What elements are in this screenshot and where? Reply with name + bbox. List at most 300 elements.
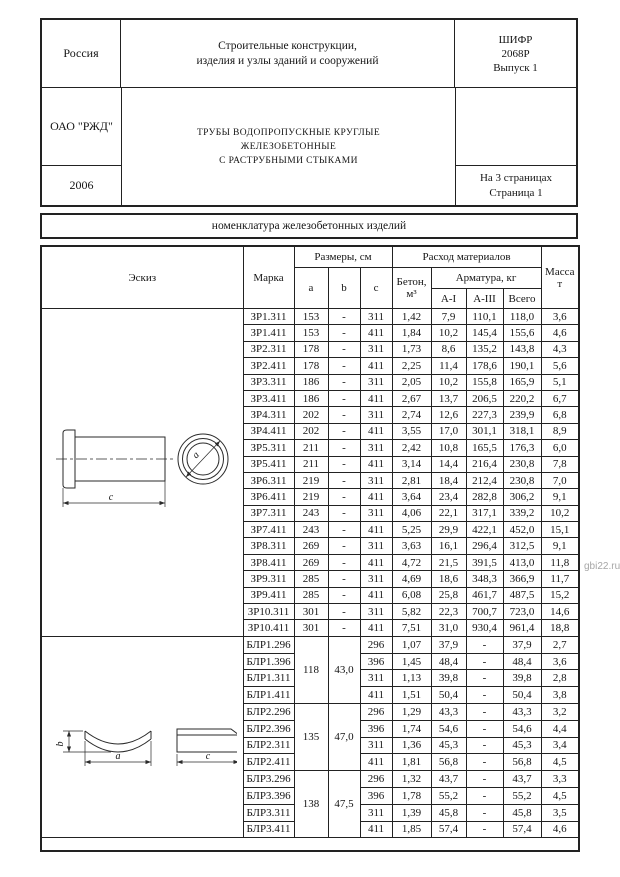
cell-concrete: 6,08 <box>392 587 431 603</box>
cell-aiii: 391,5 <box>466 554 503 570</box>
cell-total: 230,8 <box>503 472 541 488</box>
cell-a: 219 <box>294 489 328 505</box>
cell-mark: БЛР3.411 <box>243 821 294 838</box>
cell-mark: ЗР7.311 <box>243 505 294 521</box>
cell-mass: 10,2 <box>541 505 579 521</box>
cell-concrete: 5,82 <box>392 604 431 620</box>
cell-total: 318,1 <box>503 423 541 439</box>
cell-mark: БЛР2.396 <box>243 720 294 737</box>
col-header-c: c <box>360 268 392 309</box>
cell-ai: 57,4 <box>431 821 466 838</box>
country-label: Россия <box>42 20 121 87</box>
cell-b: 47,5 <box>328 771 360 838</box>
cell-c: 311 <box>360 341 392 357</box>
cell-c: 311 <box>360 505 392 521</box>
cell-mass: 3,8 <box>541 687 579 704</box>
cell-b: - <box>328 554 360 570</box>
mass-unit: т <box>557 277 563 290</box>
cell-aiii: 296,4 <box>466 538 503 554</box>
cell-aiii: - <box>466 720 503 737</box>
cell-c: 411 <box>360 390 392 406</box>
cell-mark: ЗР7.411 <box>243 522 294 538</box>
cell-ai: 8,6 <box>431 341 466 357</box>
cell-total: 45,8 <box>503 804 541 821</box>
cell-c: 411 <box>360 456 392 472</box>
cell-ai: 10,8 <box>431 440 466 456</box>
cell-ai: 14,4 <box>431 456 466 472</box>
cell-a: 301 <box>294 604 328 620</box>
col-header-aiii: А-III <box>466 289 503 309</box>
cell-a: 153 <box>294 325 328 341</box>
cell-concrete: 7,51 <box>392 620 431 636</box>
col-header-materials: Расход материалов <box>392 246 541 268</box>
cell-concrete: 2,25 <box>392 358 431 374</box>
section-title-band <box>40 213 578 239</box>
series-title-line2: изделия и узлы зданий и сооружений <box>196 54 379 67</box>
col-header-dimensions: Размеры, см <box>294 246 392 268</box>
cell-mark: ЗР1.411 <box>243 325 294 341</box>
cell-ai: 22,3 <box>431 604 466 620</box>
cell-a: 178 <box>294 341 328 357</box>
cell-concrete: 1,74 <box>392 720 431 737</box>
cell-b: - <box>328 440 360 456</box>
cell-b: - <box>328 489 360 505</box>
cell-mark: БЛР2.411 <box>243 754 294 771</box>
nomenclature-table <box>40 245 580 852</box>
cell-c: 411 <box>360 687 392 704</box>
cell-total: 339,2 <box>503 505 541 521</box>
cell-aiii: - <box>466 821 503 838</box>
cell-mark: ЗР10.311 <box>243 604 294 620</box>
cell-b: - <box>328 472 360 488</box>
empty-footer-row <box>41 838 579 852</box>
cell-a: 202 <box>294 423 328 439</box>
cell-ai: 25,8 <box>431 587 466 603</box>
sketch-blocks-cell <box>41 636 243 838</box>
cell-total: 55,2 <box>503 787 541 804</box>
nomenclature-table-wrap <box>40 245 580 852</box>
cell-mass: 11,8 <box>541 554 579 570</box>
cell-b: - <box>328 538 360 554</box>
cell-mass: 7,0 <box>541 472 579 488</box>
cell-ai: 10,2 <box>431 325 466 341</box>
cell-a: 153 <box>294 309 328 325</box>
cell-mark: ЗР9.311 <box>243 571 294 587</box>
cell-ai: 18,4 <box>431 472 466 488</box>
nomenclature-rows <box>41 309 579 838</box>
cell-mark: БЛР1.311 <box>243 670 294 687</box>
cell-c: 396 <box>360 720 392 737</box>
cell-mark: ЗР9.411 <box>243 587 294 603</box>
cell-c: 411 <box>360 587 392 603</box>
cell-c: 411 <box>360 754 392 771</box>
cell-b: - <box>328 423 360 439</box>
cell-ai: 22,1 <box>431 505 466 521</box>
cell-mass: 2,7 <box>541 636 579 653</box>
cell-concrete: 3,63 <box>392 538 431 554</box>
cell-aiii: 216,4 <box>466 456 503 472</box>
cell-mass: 5,6 <box>541 358 579 374</box>
cell-mark: БЛР1.396 <box>243 653 294 670</box>
cell-concrete: 2,74 <box>392 407 431 423</box>
cell-concrete: 1,29 <box>392 704 431 721</box>
cell-concrete: 1,78 <box>392 787 431 804</box>
series-title <box>121 20 455 87</box>
cell-total: 230,8 <box>503 456 541 472</box>
cell-total: 176,3 <box>503 440 541 456</box>
pipe-length-label: с <box>109 492 114 504</box>
cell-mark: ЗР10.411 <box>243 620 294 636</box>
cell-c: 396 <box>360 653 392 670</box>
cell-aiii: 206,5 <box>466 390 503 406</box>
cell-mass: 3,6 <box>541 653 579 670</box>
cell-total: 487,5 <box>503 587 541 603</box>
cell-aiii: 348,3 <box>466 571 503 587</box>
cell-total: 43,7 <box>503 771 541 788</box>
subject-line2: ЖЕЛЕЗОБЕТОННЫЕ <box>240 141 337 152</box>
cell-a: 269 <box>294 538 328 554</box>
cell-total: 239,9 <box>503 407 541 423</box>
cell-mass: 11,7 <box>541 571 579 587</box>
title-block <box>40 18 578 207</box>
cell-mass: 6,7 <box>541 390 579 406</box>
cell-total: 48,4 <box>503 653 541 670</box>
block-side-outline <box>177 729 237 752</box>
subject-line1: ТРУБЫ ВОДОПРОПУСКНЫЕ КРУГЛЫЕ <box>196 127 381 138</box>
cell-b: - <box>328 390 360 406</box>
cipher-number: 2068Р <box>501 47 530 60</box>
cell-aiii: - <box>466 687 503 704</box>
cell-c: 311 <box>360 670 392 687</box>
cell-ai: 7,9 <box>431 309 466 325</box>
cipher-label: ШИФР <box>498 33 533 46</box>
cell-ai: 50,4 <box>431 687 466 704</box>
cell-concrete: 5,25 <box>392 522 431 538</box>
concrete-unit: м³ <box>406 288 417 300</box>
cell-mass: 4,6 <box>541 325 579 341</box>
cell-concrete: 1,36 <box>392 737 431 754</box>
cell-concrete: 1,84 <box>392 325 431 341</box>
cell-aiii: 212,4 <box>466 472 503 488</box>
cell-concrete: 1,81 <box>392 754 431 771</box>
cell-ai: 17,0 <box>431 423 466 439</box>
cell-total: 306,2 <box>503 489 541 505</box>
block-length-label: с <box>206 751 211 763</box>
cell-ai: 21,5 <box>431 554 466 570</box>
cell-b: - <box>328 358 360 374</box>
table-row <box>41 309 579 325</box>
cell-a: 301 <box>294 620 328 636</box>
cell-aiii: 930,4 <box>466 620 503 636</box>
cell-aiii: - <box>466 704 503 721</box>
cell-total: 45,3 <box>503 737 541 754</box>
cell-total: 165,9 <box>503 374 541 390</box>
cell-concrete: 1,13 <box>392 670 431 687</box>
year-label: 2006 <box>69 178 94 192</box>
pages-total: На 3 страницах <box>479 171 553 184</box>
col-header-rebar: Арматура, кг <box>431 268 541 289</box>
table-footer <box>41 838 579 852</box>
col-header-b: b <box>328 268 360 309</box>
cell-total: 56,8 <box>503 754 541 771</box>
cell-c: 311 <box>360 440 392 456</box>
cell-aiii: - <box>466 636 503 653</box>
cell-aiii: 227,3 <box>466 407 503 423</box>
right-column <box>456 88 576 205</box>
cell-total: 57,4 <box>503 821 541 838</box>
cell-ai: 23,4 <box>431 489 466 505</box>
cell-aiii: 317,1 <box>466 505 503 521</box>
cell-mass: 2,8 <box>541 670 579 687</box>
cell-mass: 9,1 <box>541 489 579 505</box>
cell-c: 311 <box>360 309 392 325</box>
cell-total: 312,5 <box>503 538 541 554</box>
cell-concrete: 1,85 <box>392 821 431 838</box>
cell-aiii: 282,8 <box>466 489 503 505</box>
cell-mass: 15,1 <box>541 522 579 538</box>
cell-a: 118 <box>294 636 328 703</box>
cell-mark: БЛР3.296 <box>243 771 294 788</box>
cell-mass: 18,8 <box>541 620 579 636</box>
cell-ai: 55,2 <box>431 787 466 804</box>
cell-mark: БЛР1.296 <box>243 636 294 653</box>
cell-mass: 14,6 <box>541 604 579 620</box>
cell-c: 311 <box>360 407 392 423</box>
cell-b: - <box>328 309 360 325</box>
col-header-concrete <box>392 268 431 309</box>
cell-aiii: - <box>466 754 503 771</box>
cell-mark: БЛР3.311 <box>243 804 294 821</box>
cell-c: 311 <box>360 604 392 620</box>
cell-concrete: 1,32 <box>392 771 431 788</box>
cell-mass: 3,4 <box>541 737 579 754</box>
cell-ai: 39,8 <box>431 670 466 687</box>
cell-mark: ЗР2.311 <box>243 341 294 357</box>
cell-concrete: 4,69 <box>392 571 431 587</box>
cell-b: - <box>328 341 360 357</box>
cell-aiii: 165,5 <box>466 440 503 456</box>
cell-mark: ЗР6.311 <box>243 472 294 488</box>
table-row <box>41 636 579 653</box>
cell-ai: 31,0 <box>431 620 466 636</box>
col-header-mass <box>541 246 579 309</box>
cell-mark: БЛР3.396 <box>243 787 294 804</box>
cell-a: 243 <box>294 505 328 521</box>
cell-mass: 9,1 <box>541 538 579 554</box>
series-title-line1: Строительные конструкции, <box>218 39 357 52</box>
cell-total: 39,8 <box>503 670 541 687</box>
cell-mass: 6,8 <box>541 407 579 423</box>
cell-mark: ЗР5.411 <box>243 456 294 472</box>
cell-ai: 16,1 <box>431 538 466 554</box>
cell-concrete: 1,73 <box>392 341 431 357</box>
cell-a: 243 <box>294 522 328 538</box>
table-header <box>41 246 579 309</box>
cell-concrete: 1,07 <box>392 636 431 653</box>
pipe-sketch <box>47 422 237 522</box>
cell-mark: ЗР4.411 <box>243 423 294 439</box>
cell-mass: 5,1 <box>541 374 579 390</box>
cipher-block <box>455 20 576 87</box>
cell-mark: ЗР8.411 <box>243 554 294 570</box>
left-column <box>42 88 122 205</box>
cell-aiii: 110,1 <box>466 309 503 325</box>
pages-info <box>456 166 576 205</box>
cell-c: 311 <box>360 804 392 821</box>
page-number: Страница 1 <box>489 186 543 199</box>
cell-mark: ЗР6.411 <box>243 489 294 505</box>
cell-a: 186 <box>294 390 328 406</box>
cell-c: 311 <box>360 374 392 390</box>
cell-concrete: 1,51 <box>392 687 431 704</box>
cell-aiii: - <box>466 670 503 687</box>
col-header-total: Всего <box>503 289 541 309</box>
cell-aiii: - <box>466 787 503 804</box>
cell-mass: 3,2 <box>541 704 579 721</box>
cell-b: - <box>328 505 360 521</box>
cell-aiii: 145,4 <box>466 325 503 341</box>
cell-c: 411 <box>360 325 392 341</box>
cell-a: 135 <box>294 704 328 771</box>
cell-total: 155,6 <box>503 325 541 341</box>
cell-b: - <box>328 604 360 620</box>
cell-concrete: 2,42 <box>392 440 431 456</box>
cell-c: 296 <box>360 771 392 788</box>
cell-mark: ЗР1.311 <box>243 309 294 325</box>
cell-a: 211 <box>294 456 328 472</box>
cell-total: 190,1 <box>503 358 541 374</box>
col-header-sketch: Эскиз <box>41 246 243 309</box>
cell-mass: 15,2 <box>541 587 579 603</box>
title-block-row-1 <box>42 20 576 88</box>
cell-ai: 13,7 <box>431 390 466 406</box>
col-header-mark: Марка <box>243 246 294 309</box>
cell-concrete: 3,55 <box>392 423 431 439</box>
cell-b: - <box>328 456 360 472</box>
cell-total: 366,9 <box>503 571 541 587</box>
cell-c: 411 <box>360 423 392 439</box>
sketch-pipe-cell <box>41 309 243 637</box>
cell-ai: 10,2 <box>431 374 466 390</box>
cell-a: 285 <box>294 587 328 603</box>
cell-mark: ЗР3.411 <box>243 390 294 406</box>
cell-ai: 18,6 <box>431 571 466 587</box>
cell-mass: 3,6 <box>541 309 579 325</box>
cell-aiii: - <box>466 653 503 670</box>
cell-mass: 3,3 <box>541 771 579 788</box>
cell-mark: ЗР8.311 <box>243 538 294 554</box>
cell-total: 43,3 <box>503 704 541 721</box>
cell-mass: 7,8 <box>541 456 579 472</box>
cell-concrete: 4,06 <box>392 505 431 521</box>
cell-b: - <box>328 571 360 587</box>
cell-ai: 37,9 <box>431 636 466 653</box>
cell-c: 311 <box>360 538 392 554</box>
cell-aiii: 178,6 <box>466 358 503 374</box>
cell-c: 311 <box>360 571 392 587</box>
cell-aiii: - <box>466 804 503 821</box>
cell-c: 311 <box>360 472 392 488</box>
cell-c: 411 <box>360 522 392 538</box>
cell-mass: 8,9 <box>541 423 579 439</box>
saddle-top-arc <box>85 731 151 744</box>
col-header-ai: А-I <box>431 289 466 309</box>
concrete-label: Бетон, <box>396 276 427 288</box>
organization-label: ОАО "РЖД" <box>42 88 121 166</box>
cell-concrete: 2,81 <box>392 472 431 488</box>
cell-mark: БЛР1.411 <box>243 687 294 704</box>
cell-ai: 43,3 <box>431 704 466 721</box>
cell-a: 186 <box>294 374 328 390</box>
cell-ai: 56,8 <box>431 754 466 771</box>
cell-mark: БЛР2.311 <box>243 737 294 754</box>
cell-total: 452,0 <box>503 522 541 538</box>
cell-total: 50,4 <box>503 687 541 704</box>
cell-total: 961,4 <box>503 620 541 636</box>
cell-mass: 4,5 <box>541 754 579 771</box>
cell-c: 411 <box>360 554 392 570</box>
cell-ai: 12,6 <box>431 407 466 423</box>
cell-total: 54,6 <box>503 720 541 737</box>
cell-ai: 29,9 <box>431 522 466 538</box>
cipher-issue: Выпуск 1 <box>493 61 538 74</box>
cell-concrete: 1,39 <box>392 804 431 821</box>
cell-total: 118,0 <box>503 309 541 325</box>
cell-a: 138 <box>294 771 328 838</box>
subject-title <box>122 88 456 205</box>
cell-ai: 45,8 <box>431 804 466 821</box>
cell-total: 413,0 <box>503 554 541 570</box>
cell-total: 143,8 <box>503 341 541 357</box>
subject-line3: С РАСТРУБНЫМИ СТЫКАМИ <box>219 155 358 166</box>
cell-mark: ЗР3.311 <box>243 374 294 390</box>
cell-aiii: 700,7 <box>466 604 503 620</box>
cell-mass: 4,5 <box>541 787 579 804</box>
empty-footer-cell <box>41 838 579 852</box>
cell-b: 43,0 <box>328 636 360 703</box>
cell-total: 220,2 <box>503 390 541 406</box>
mass-label: Масса <box>545 265 575 278</box>
cell-a: 178 <box>294 358 328 374</box>
cell-mass: 6,0 <box>541 440 579 456</box>
cell-mass: 4,6 <box>541 821 579 838</box>
cell-b: - <box>328 522 360 538</box>
cell-ai: 43,7 <box>431 771 466 788</box>
title-block-row-2 <box>42 88 576 205</box>
cell-c: 411 <box>360 358 392 374</box>
cell-a: 202 <box>294 407 328 423</box>
cell-ai: 11,4 <box>431 358 466 374</box>
cell-a: 269 <box>294 554 328 570</box>
cell-aiii: - <box>466 771 503 788</box>
cell-total: 723,0 <box>503 604 541 620</box>
cell-ai: 54,6 <box>431 720 466 737</box>
cell-concrete: 4,72 <box>392 554 431 570</box>
cell-mark: ЗР2.411 <box>243 358 294 374</box>
cell-aiii: 461,7 <box>466 587 503 603</box>
blocks-sketch <box>47 697 237 777</box>
watermark: gbi22.ru <box>584 561 620 572</box>
cell-c: 396 <box>360 787 392 804</box>
cell-b: 47,0 <box>328 704 360 771</box>
cell-concrete: 2,05 <box>392 374 431 390</box>
cell-concrete: 1,42 <box>392 309 431 325</box>
cell-a: 285 <box>294 571 328 587</box>
block-width-label: а <box>115 751 121 763</box>
cell-c: 311 <box>360 737 392 754</box>
cell-b: - <box>328 587 360 603</box>
cell-c: 411 <box>360 821 392 838</box>
